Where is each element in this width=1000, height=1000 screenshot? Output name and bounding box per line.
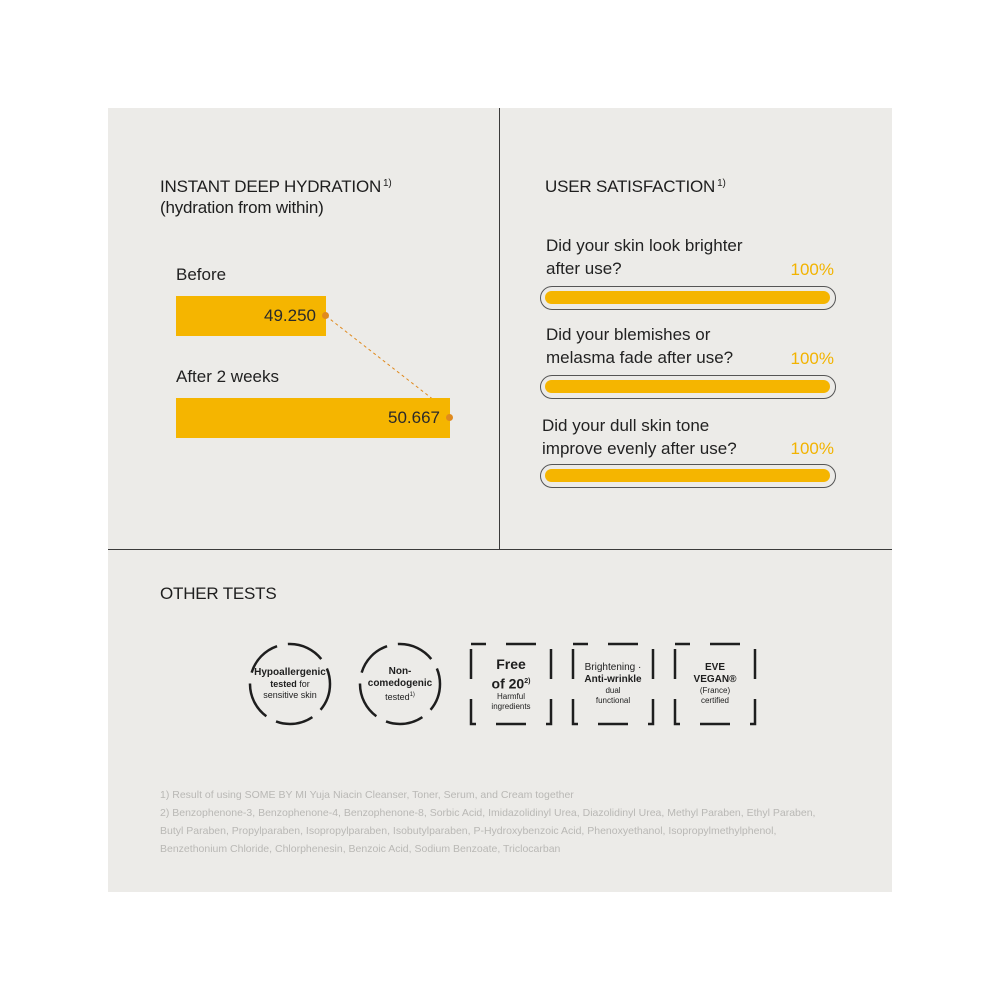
satisfaction-fill-1 <box>545 291 830 304</box>
vertical-divider <box>499 108 500 550</box>
satisfaction-title: USER SATISFACTION $^{1)}$ <box>545 177 726 196</box>
infographic-panel <box>108 108 892 892</box>
hydration-subtitle: (hydration from within) <box>160 198 324 217</box>
free-of-20-badge: Free of 20$^{2)}$ Harmful ingredients <box>469 642 553 726</box>
percent-2: 100% <box>790 349 834 368</box>
after-label: After 2 weeks <box>176 367 279 386</box>
after-value: 50.667 <box>388 408 440 427</box>
non-comedogenic-badge: Non- comedogenic tested$^{1)}$ <box>358 642 442 726</box>
hypoallergenic-badge: Hypoallergenic tested for sensitive skin <box>248 642 332 726</box>
before-label: Before <box>176 265 227 284</box>
footnote-2: 2) Benzophenone-3, Benzophenone-4, Benzophenone-8, Sorbic Acid, Imidazolidinyl Urea, Diazolidinyl Urea, Methyl Paraben, Ethyl Paraben, Butyl Paraben, Propylparaben, Isopropylparaben, Isobutylparaben, P-Hydroxybenzoic Acid, Phenoxyethanol, Isopropylmethylphenol, Benzethonium Chloride, Chlorphenesin, Benzoic Acid, Sodium Benzoate, Triclocarban <box>160 807 816 855</box>
hydration-title: INSTANT DEEP HYDRATION $^{1)}$ <box>160 177 392 196</box>
question-1: Did your skin look brighter after use? <box>546 236 743 278</box>
question-2: Did your blemishes or melasma fade after use? <box>546 325 734 367</box>
brightening-anti-wrinkle-badge: Brightening · Anti-wrinkle dual functional <box>571 642 655 726</box>
before-bar <box>176 296 326 336</box>
percent-1: 100% <box>790 260 834 279</box>
satisfaction-track-2 <box>540 375 836 399</box>
after-bar <box>176 398 450 438</box>
footnotes <box>160 786 840 858</box>
other-tests-title: OTHER TESTS <box>160 584 277 603</box>
satisfaction-fill-2 <box>545 380 830 393</box>
after-dot <box>446 414 453 421</box>
satisfaction-track-1 <box>540 286 836 310</box>
satisfaction-track-3 <box>540 464 836 488</box>
satisfaction-fill-3 <box>545 469 830 482</box>
before-value: 49.250 <box>264 306 316 325</box>
horizontal-divider <box>108 549 892 550</box>
percent-3: 100% <box>790 439 834 458</box>
question-3: Did your dull skin tone improve evenly after use? <box>542 416 737 458</box>
footnote-1: 1) Result of using SOME BY MI Yuja Niacin Cleanser, Toner, Serum, and Cream together <box>160 789 574 801</box>
connector-line <box>108 108 109 109</box>
eve-vegan-badge: EVE VEGAN® (France) certified <box>673 642 757 726</box>
